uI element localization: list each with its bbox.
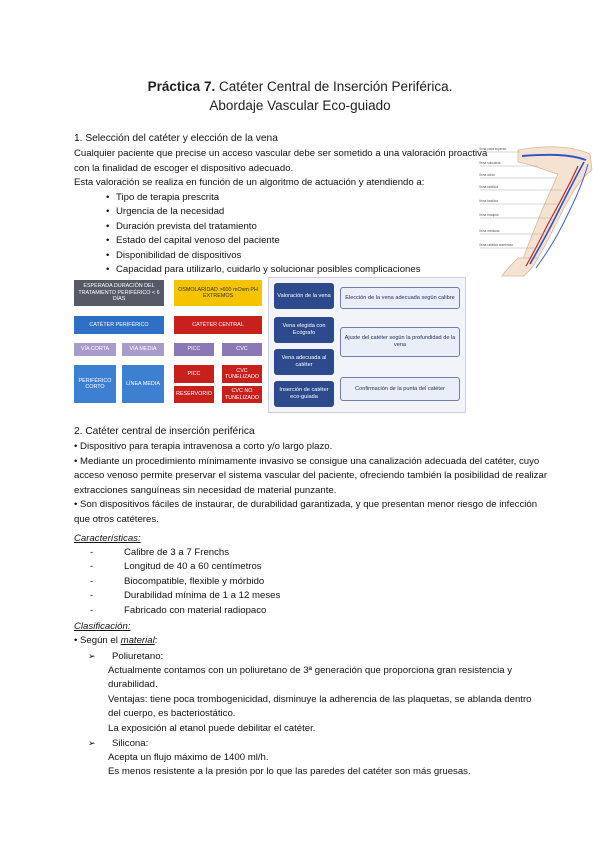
section2-bullet2-line2: acceso venoso permite preservar el sistema vascular del paciente, ofreciendo también la posibilidad de realizar	[74, 470, 548, 481]
silicone-title: ➢ Silicona:	[88, 736, 148, 752]
characteristics-heading: Características:	[74, 533, 141, 544]
arm-label: Vena mediana	[479, 229, 500, 233]
silicone-line1: Acepta un flujo máximo de 1400 ml/h.	[108, 752, 269, 763]
silicone-line2: Es menos resistente a la presión por lo que las paredes del catéter son más gruesas.	[108, 766, 471, 777]
list-item: - Durabilidad mínima de 1 a 12 meses	[90, 589, 280, 603]
flow-right-right2: Ajuste del catéter según la profundidad de la vena	[340, 327, 460, 357]
arm-label: Vena axilar	[479, 173, 495, 177]
arm-label: Vena basílica	[479, 199, 498, 203]
section2-bullet2-line3: extracciones sanguíneas sin necesidad de material punzante.	[74, 485, 337, 496]
flow-center-mid: CATÉTER CENTRAL	[174, 316, 262, 334]
flow-left-sub2: VÍA MEDIA	[122, 343, 164, 356]
list-item: • Duración prevista del tratamiento	[106, 220, 421, 234]
flow-left-bottom2: LÍNEA MEDIA	[122, 365, 164, 403]
flow-center-sub1: PICC	[174, 343, 214, 356]
polyurethane-line3: Ventajas: tiene poca trombogenicidad, disminuye la adherencia de las plaquetas, se ablanda dentro	[108, 694, 532, 705]
flowchart	[74, 277, 466, 413]
section1-para3: Esta valoración se realiza en función de un algoritmo de actuación y atendiendo a:	[74, 177, 425, 188]
list-item: • Disponibilidad de dispositivos	[106, 249, 421, 263]
flow-left-mid: CATÉTER PERIFÉRICO	[74, 316, 164, 334]
flow-right-right1: Elección de la vena adecuada según calibre	[340, 287, 460, 309]
page-subtitle: Abordaje Vascular Eco-guiado	[209, 98, 391, 113]
arm-label: Vena cava superior	[479, 147, 507, 151]
flow-left-bottom1: PERIFÉRICO CORTO	[74, 365, 116, 403]
list-item: • Tipo de terapia prescrita	[106, 191, 421, 205]
list-item: • Capacidad para utilizarlo, cuidarlo y solucionar posibles complicaciones	[106, 263, 421, 277]
section2-bullet3-line2: que otros catéteres.	[74, 514, 159, 525]
polyurethane-title: ➢ Poliuretano:	[88, 649, 163, 665]
flow-left-sub1: VÍA CORTA	[74, 343, 116, 356]
section1-heading: 1. Selección del catéter y elección de la vena	[74, 133, 278, 144]
list-item: - Calibre de 3 a 7 Frenchs	[90, 546, 280, 560]
flow-right-left2: Vena elegida con Ecógrafo	[274, 317, 334, 343]
segun-prefix: • Según el	[74, 635, 118, 646]
title-line1: Catéter Central de Inserción Periférica.	[218, 79, 453, 94]
page-title	[0, 79, 600, 94]
flow-center-bottom2: CVC TUNELIZADO	[222, 365, 262, 383]
section2-bullet2-line1: • Mediante un procedimiento mínimamente invasivo se consigue una canalización adecuada del catéter, cuyo	[74, 456, 540, 467]
flow-center-bottom3: RESERVORIO	[174, 386, 214, 403]
list-item: - Biocompatible, flexible y mórbido	[90, 575, 280, 589]
classification-heading: Clasificación:	[74, 621, 131, 632]
list-item: • Estado del capital venoso del paciente	[106, 234, 421, 248]
flow-center-sub2: CVC	[222, 343, 262, 356]
polyurethane-line4: del cuerpo, es bacteriostático.	[108, 708, 236, 719]
section2-bullet3-line1: • Son dispositivos fáciles de instaurar, de durabilidad garantizada, y que presentan menor riesgo de infección	[74, 499, 538, 510]
flow-center-bottom1: PICC	[174, 365, 214, 383]
list-item: • Urgencia de la necesidad	[106, 205, 421, 219]
flow-right-left3: Vena adecuada al catéter	[274, 349, 334, 375]
arm-vein-illustration	[478, 140, 596, 278]
flow-right-left1: Valoración de la vena	[274, 283, 334, 309]
flow-center-bottom4: CVC NO TUNELIZADO	[222, 386, 262, 403]
classification-material	[74, 634, 157, 649]
criteria-list	[106, 191, 421, 277]
flow-center-top: OSMOLARIDAD >600 mOsm PH EXTREMOS	[174, 280, 262, 306]
list-item: - Fabricado con material radiopaco	[90, 604, 280, 618]
polyurethane-line1: Actualmente contamos con un poliuretano de 3ª generación que proporciona gran resistencia y	[108, 665, 513, 676]
polyurethane-line2: durabilidad.	[108, 679, 158, 690]
polyurethane-line5: La exposición al etanol puede debilitar el catéter.	[108, 723, 316, 734]
arm-label: Vena cefálica antebrazo	[479, 243, 514, 247]
arm-label: Vena subclavia	[479, 161, 501, 165]
section2-bullet1: • Dispositivo para terapia intravenosa a corto y/o largo plazo.	[74, 441, 333, 452]
characteristics-list	[90, 546, 280, 618]
section1-para2: con la finalidad de escoger el dispositivo adecuado.	[74, 163, 294, 174]
arm-label: Vena braquial	[479, 213, 499, 217]
title-bold: Práctica 7.	[147, 79, 216, 94]
section1-para1: Cualquier paciente que precise un acceso vascular debe ser sometido a una valoración proactiva	[74, 148, 488, 159]
flow-left-top: ESPERADA DURACIÓN DEL TRATAMIENTO PERIFÉRICO < 6 DÍAS	[74, 280, 164, 306]
flow-right-right3: Confirmación de la punta del catéter	[340, 377, 460, 401]
list-item: - Longitud de 40 a 60 centímetros	[90, 560, 280, 574]
flow-right-left4: Inserción de catéter eco-guiada	[274, 381, 334, 407]
segun-material: material	[120, 635, 155, 646]
arm-label: Vena cefálica	[479, 185, 498, 189]
section2-heading: 2. Catéter central de inserción periférica	[74, 426, 255, 437]
segun-suffix: :	[154, 635, 158, 646]
